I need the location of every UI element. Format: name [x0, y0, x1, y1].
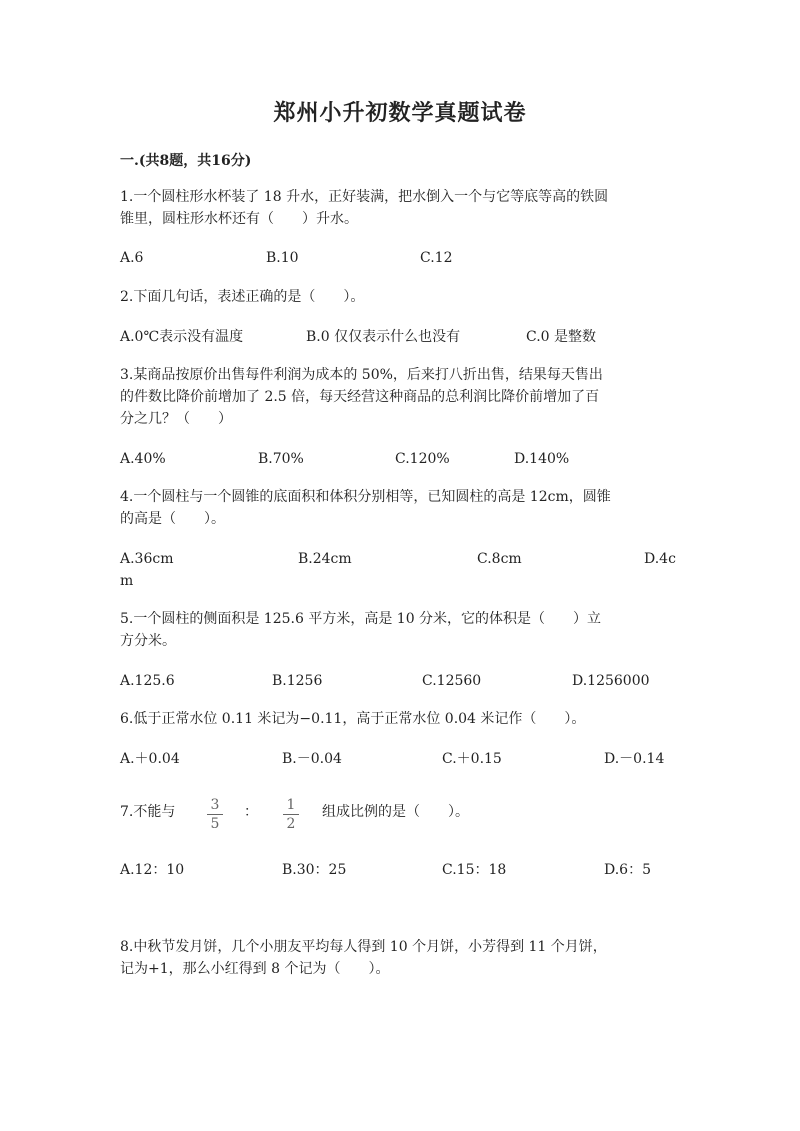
- fraction-numerator: 1: [286, 797, 296, 813]
- page-title: 郑州小升初数学真题试卷: [273, 100, 527, 126]
- option-c: C.12560: [422, 673, 482, 689]
- question-2: [120, 286, 680, 308]
- question-4-line-2: 的高是（ ）。: [120, 511, 225, 527]
- option-d: D.－0.14: [604, 751, 665, 767]
- option-a: A.40%: [120, 451, 166, 467]
- option-c: C.＋0.15: [442, 751, 502, 767]
- fraction-bar: [283, 814, 299, 815]
- question-5-line-1: 5.一个圆柱的侧面积是 125.6 平方米，高是 10 分米，它的体积是（ ）立: [120, 611, 602, 627]
- question-6-line-1: 6.低于正常水位 0.11 米记为−0.11，高于正常水位 0.04 米记作（ ）。: [120, 711, 586, 727]
- question-6: [120, 708, 680, 730]
- option-c: C.120%: [395, 451, 450, 467]
- section-heading: 一.(共8题，共16分): [120, 153, 252, 169]
- fraction-three-fifths: [207, 797, 223, 832]
- question-2-line-1: 2.下面几句话，表述正确的是（ ）。: [120, 289, 365, 305]
- option-a: A.＋0.04: [120, 751, 180, 767]
- option-b: B.1256: [272, 673, 323, 689]
- question-8-line-2: 记为+1，那么小红得到 8 个记为（ ）。: [120, 961, 390, 977]
- question-3-line-3: 分之几？（ ）: [120, 411, 232, 427]
- question-1-line-2: 锥里，圆柱形水杯还有（ ）升水。: [120, 211, 358, 227]
- ratio-colon: [244, 801, 274, 823]
- question-7-options: [120, 859, 680, 881]
- question-5-options: [120, 670, 680, 692]
- question-3-options: [120, 448, 680, 470]
- question-1-line-1: 1.一个圆柱形水杯装了 18 升水，正好装满，把水倒入一个与它等底等高的铁圆: [120, 189, 609, 205]
- option-c: C.8cm: [477, 551, 522, 567]
- question-4-options: [120, 548, 680, 570]
- option-d: D.140%: [514, 451, 570, 467]
- question-7-suffix: 组成比例的是（ ）。: [322, 804, 469, 820]
- option-c: C.0 是整数: [526, 329, 597, 345]
- ratio-colon-text: ：: [244, 804, 258, 820]
- fraction-bar: [207, 814, 223, 815]
- question-4: [120, 486, 680, 530]
- question-6-options: [120, 748, 680, 770]
- fraction-numerator: 3: [210, 797, 220, 813]
- question-7-prefix: 7.不能与: [120, 804, 176, 820]
- option-b: B.－0.04: [282, 751, 342, 767]
- option-c: C.12: [420, 250, 453, 266]
- option-b: B.10: [266, 250, 299, 266]
- option-a: A.36cm: [120, 551, 174, 567]
- option-b: B.24cm: [298, 551, 352, 567]
- option-d-overflow: m: [120, 573, 134, 589]
- option-b: B.70%: [258, 451, 304, 467]
- question-7-suffix-wrap: [322, 801, 622, 823]
- option-b: B.30：25: [282, 862, 347, 878]
- question-3-line-2: 的件数比降价前增加了 2.5 倍，每天经营这种商品的总利润比降价前增加了百: [120, 389, 600, 405]
- option-a: A.12：10: [120, 862, 185, 878]
- question-2-options: [120, 326, 680, 348]
- question-3-line-1: 3.某商品按原价出售每件利润为成本的 50%，后来打八折出售，结果每天售出: [120, 367, 603, 383]
- fraction-denominator: 5: [210, 816, 220, 832]
- question-1-options: [120, 247, 680, 269]
- question-5: [120, 608, 680, 652]
- question-4-line-1: 4.一个圆柱与一个圆锥的底面积和体积分别相等，已知圆柱的高是 12cm，圆锥: [120, 489, 611, 505]
- option-a: A.6: [120, 250, 144, 266]
- question-1: [120, 186, 680, 230]
- question-4-option-d-wrap: [120, 570, 680, 592]
- question-8-line-1: 8.中秋节发月饼，几个小朋友平均每人得到 10 个月饼，小芳得到 11 个月饼，: [120, 939, 607, 955]
- option-d: D.6：5: [604, 862, 651, 878]
- option-d: D.1256000: [572, 673, 650, 689]
- option-d: D.4c: [644, 551, 676, 567]
- fraction-one-half: [283, 797, 299, 832]
- question-5-line-2: 方分米。: [120, 633, 176, 649]
- option-b: B.0 仅仅表示什么也没有: [306, 329, 461, 345]
- question-8: [120, 936, 680, 980]
- fraction-denominator: 2: [286, 816, 296, 832]
- option-a: A.0℃表示没有温度: [120, 329, 244, 345]
- question-3: [120, 364, 680, 430]
- option-c: C.15：18: [442, 862, 507, 878]
- option-a: A.125.6: [120, 673, 175, 689]
